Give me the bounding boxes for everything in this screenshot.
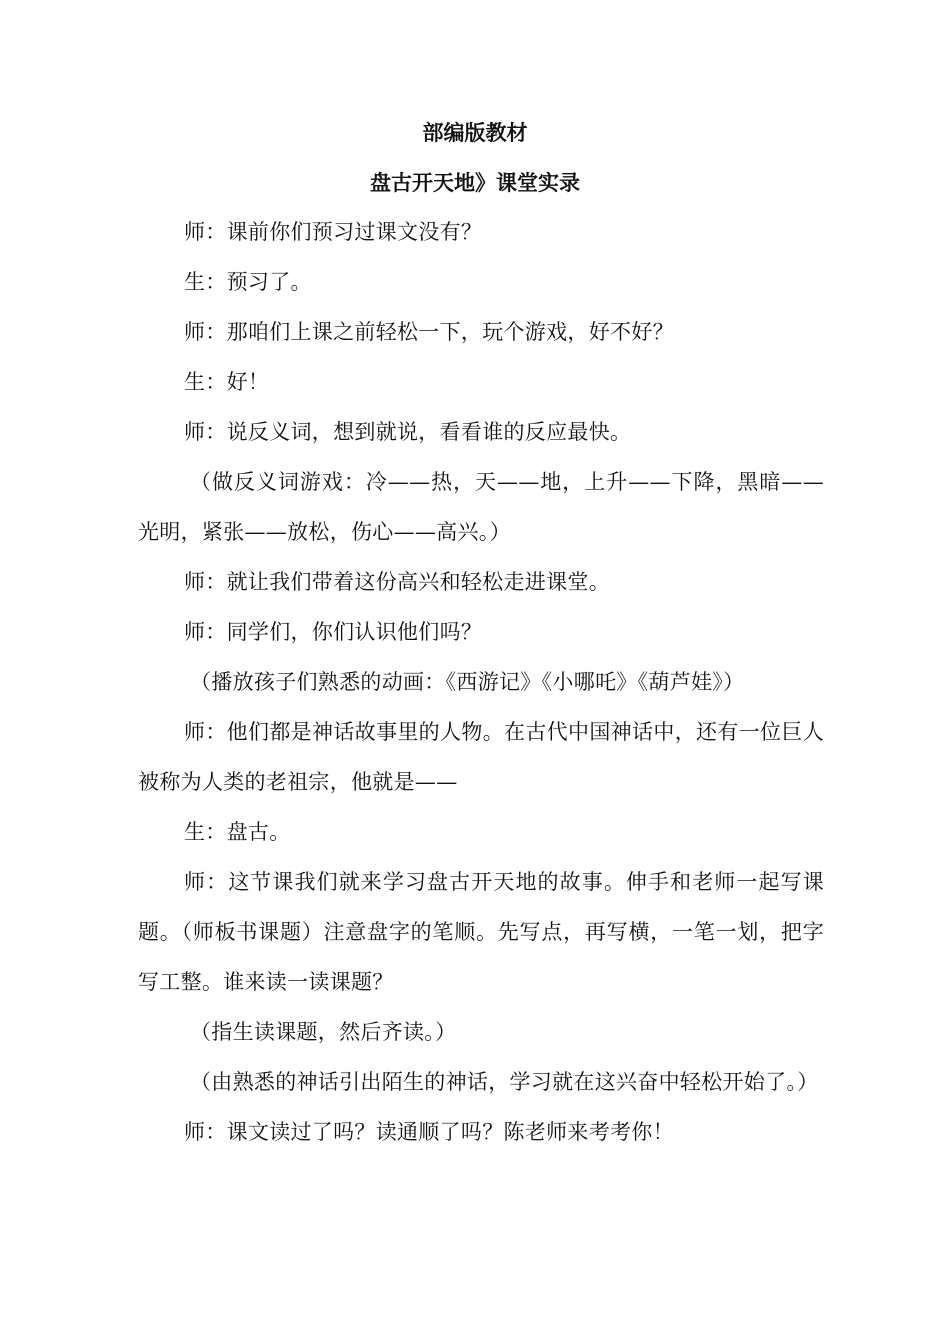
stage-note: （做反义词游戏：冷——热，天——地，上升——下降，黑暗——光明，紧张——放松，伤心——高兴。） [138, 470, 824, 544]
stage-note: （由熟悉的神话引出陌生的神话，学习就在这兴奋中轻松开始了。） [190, 1070, 819, 1094]
dialogue-line: 生：盘古。 [184, 820, 291, 844]
dialogue-line: 师：同学们，你们认识他们吗？ [184, 620, 483, 644]
dialogue-line: 师：这节课我们就来学习盘古开天地的故事。伸手和老师一起写课题。（师板书课题）注意盘字的笔顺。先写点，再写横，一笔一划，把字写工整。谁来读一读课题？ [138, 870, 824, 994]
dialogue-line: 师：那咱们上课之前轻松一下，玩个游戏，好不好？ [184, 320, 674, 344]
stage-note: （播放孩子们熟悉的动画：《西游记》《小哪吒》《葫芦娃》） [190, 670, 745, 694]
dialogue-line: 生：好！ [184, 370, 270, 394]
document-category-title: 部编版教材 [422, 121, 528, 145]
dialogue-line: 师：课前你们预习过课文没有？ [184, 220, 483, 244]
lesson-title: 盘古开天地》课堂实录 [370, 171, 580, 195]
dialogue-line: 师：就让我们带着这份高兴和轻松走进课堂。 [184, 570, 610, 594]
dialogue-line: 生：预习了。 [184, 270, 312, 294]
transcript-body [138, 207, 824, 1157]
dialogue-line: 师：课文读过了吗？读通顺了吗？陈老师来考考你！ [184, 1120, 674, 1144]
stage-note: （指生读课题，然后齐读。） [190, 1020, 457, 1044]
dialogue-line: 师：说反义词，想到就说，看看谁的反应最快。 [184, 420, 632, 444]
dialogue-line: 师：他们都是神话故事里的人物。在古代中国神话中，还有一位巨人被称为人类的老祖宗，他就是—— [138, 720, 824, 794]
